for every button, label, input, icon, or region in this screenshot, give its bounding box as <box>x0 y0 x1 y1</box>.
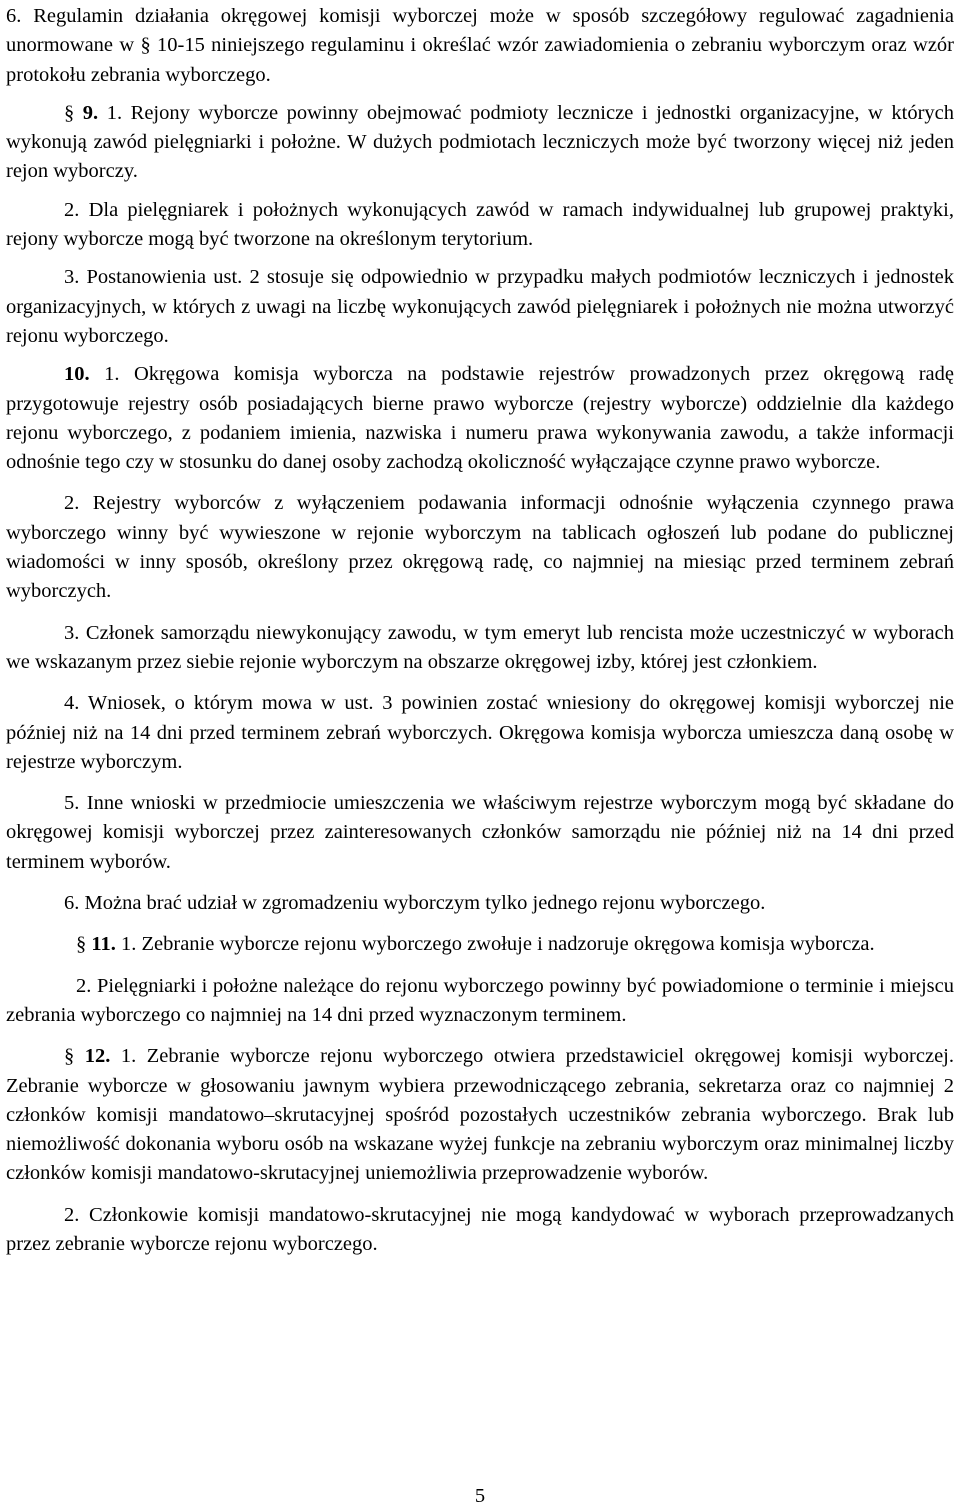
paragraph-text: Postanowienia ust. 2 stosuje się odpowiednio w przypadku małych podmiotów leczniczych i jednostek organizacyjnych, w których z uwagi na liczbę wykonujących zawód pielęgniarek i położnych nie można utworzyć rejonu wyborczego. <box>6 266 955 347</box>
item-number: 2. <box>64 1203 80 1226</box>
section-number: 12. <box>84 1045 111 1068</box>
paragraph-text: Zebranie wyborcze rejonu wyborczego otwiera przedstawiciel okręgowej komisji wyborczej. Zebranie wyborcze w głosowaniu jawnym wybiera przewodniczącego zebrania, sekretarza oraz co najmniej 2 członków komisji mandatowo–skrutacyjnej spośród pozostałych uczestników zebrania wyborczego. Brak lub niemożliwość dokonania wyboru osób na wskazane wyżej funkcje na zebraniu wyborczym oraz minimalnej liczby członków komisji mandatowo-skrutacyjnej uniemożliwia przeprowadzenie wyborów. <box>6 1045 954 1185</box>
item-number: 3. <box>64 266 80 289</box>
paragraph-text: Okręgowa komisja wyborcza na podstawie rejestrów prowadzonych przez okręgową radę przygotowuje rejestry osób posiadających bierne prawo wyborcze (rejestry wyborcze) oddzielnie dla każdego rejonu wyborczego, z podaniem imienia, nazwiska i numeru prawa wykonywania zawodu, a także informacji odnośnie tego czy w stosunku do danej osoby zachodzą okoliczność wyłączające czynne prawo wyborcze. <box>6 363 955 474</box>
section-sign: § <box>64 1045 75 1068</box>
item-number: 6. <box>64 892 80 915</box>
section-sign: § <box>64 101 75 124</box>
section-9-item-2 <box>6 196 954 255</box>
item-number: 1. <box>121 933 137 956</box>
item-number: 2. <box>64 492 80 515</box>
item-number: 2. <box>64 198 80 221</box>
paragraph-text: Członek samorządu niewykonujący zawodu, w tym emeryt lub rencista może uczestniczyć w wyborach we wskazanym przez siebie rejonie wyborczym na obszarze okręgowej izby, której jest członkiem. <box>6 621 954 673</box>
section-10-item-3 <box>6 619 954 678</box>
section-12-item-2 <box>6 1201 954 1260</box>
item-number: 1. <box>104 363 120 386</box>
paragraph-6 <box>6 2 954 90</box>
section-9-item-1 <box>6 99 954 187</box>
item-number: 3. <box>64 621 80 644</box>
page-number: 5 <box>474 1485 486 1507</box>
item-number: 1. <box>120 1045 137 1068</box>
document-page <box>6 2 954 1259</box>
section-number: 10. <box>64 363 90 386</box>
section-10-item-5 <box>6 789 954 877</box>
paragraph-text: Członkowie komisji mandatowo-skrutacyjnej nie mogą kandydować w wyborach przeprowadzanych przez zebranie wyborcze rejonu wyborczego. <box>6 1203 954 1255</box>
paragraph-text: Można brać udział w zgromadzeniu wyborczym tylko jednego rejonu wyborczego. <box>84 892 766 915</box>
section-10-item-6 <box>6 889 954 918</box>
section-number: 9. <box>82 101 99 124</box>
paragraph-text: Zebranie wyborcze rejonu wyborczego zwołuje i nadzoruje okręgowa komisja wyborcza. <box>141 933 875 956</box>
item-number: 2. <box>76 974 92 997</box>
item-number: 6. <box>6 5 22 27</box>
section-11-item-1 <box>6 930 954 959</box>
paragraph-text: Inne wnioski w przedmiocie umieszczenia we właściwym rejestrze wyborczym mogą być składane do okręgowej komisji wyborczej przez zainteresowanych członków samorządu nie później niż na 14 dni przed terminem wyborów. <box>6 792 955 873</box>
section-11-item-2 <box>6 972 954 1031</box>
section-10-item-1 <box>6 360 954 477</box>
paragraph-text: Rejony wyborcze powinny obejmować podmioty lecznicze i jednostki organizacyjne, w których wykonują zawód pielęgniarki i położne. W dużych podmiotach leczniczych może być tworzony więcej niż jeden rejon wyborczy. <box>6 101 955 183</box>
section-sign: § <box>76 933 87 956</box>
paragraph-text: Wniosek, o którym mowa w ust. 3 powinien zostać wniesiony do okręgowej komisji wyborczej nie później niż na 14 dni przed terminem zebrań wyborczych. Okręgowa komisja wyborcza umieszcza daną osobę w rejestrze wyborczym. <box>6 692 954 773</box>
paragraph-text: Dla pielęgniarek i położnych wykonujących zawód w ramach indywidualnej lub grupowej praktyki, rejony wyborcze mogą być tworzone na określonym terytorium. <box>6 198 954 251</box>
item-number: 4. <box>64 692 80 715</box>
section-number: 11. <box>91 933 116 956</box>
paragraph-text: Rejestry wyborców z wyłączeniem podawania informacji odnośnie wyłączenia czynnego prawa wyborczego winny być wywieszone w rejonie wyborczym na tablicach ogłoszeń lub podane do publicznej wiadomości w inny sposób, określony przez okręgową radę, co najmniej na miesiąc przed terminem zebrań wyborczych. <box>6 492 955 603</box>
item-number: 1. <box>106 101 123 124</box>
section-9-item-3 <box>6 263 954 351</box>
section-12-item-1 <box>6 1042 954 1188</box>
section-10-item-4 <box>6 689 954 777</box>
section-10-item-2 <box>6 489 954 606</box>
paragraph-text: Pielęgniarki i położne należące do rejonu wyborczego powinny być powiadomione o terminie i miejscu zebrania wyborczego co najmniej na 14 dni przed wyznaczonym terminem. <box>6 974 955 1026</box>
item-number: 5. <box>64 792 80 815</box>
paragraph-text: Regulamin działania okręgowej komisji wyborczej może w sposób szczegółowy regulować zagadnienia unormowane w § 10-15 niniejszego regulaminu i określać wzór zawiadomienia o zebraniu wyborczym oraz wzór protokołu zebrania wyborczego. <box>6 5 955 86</box>
